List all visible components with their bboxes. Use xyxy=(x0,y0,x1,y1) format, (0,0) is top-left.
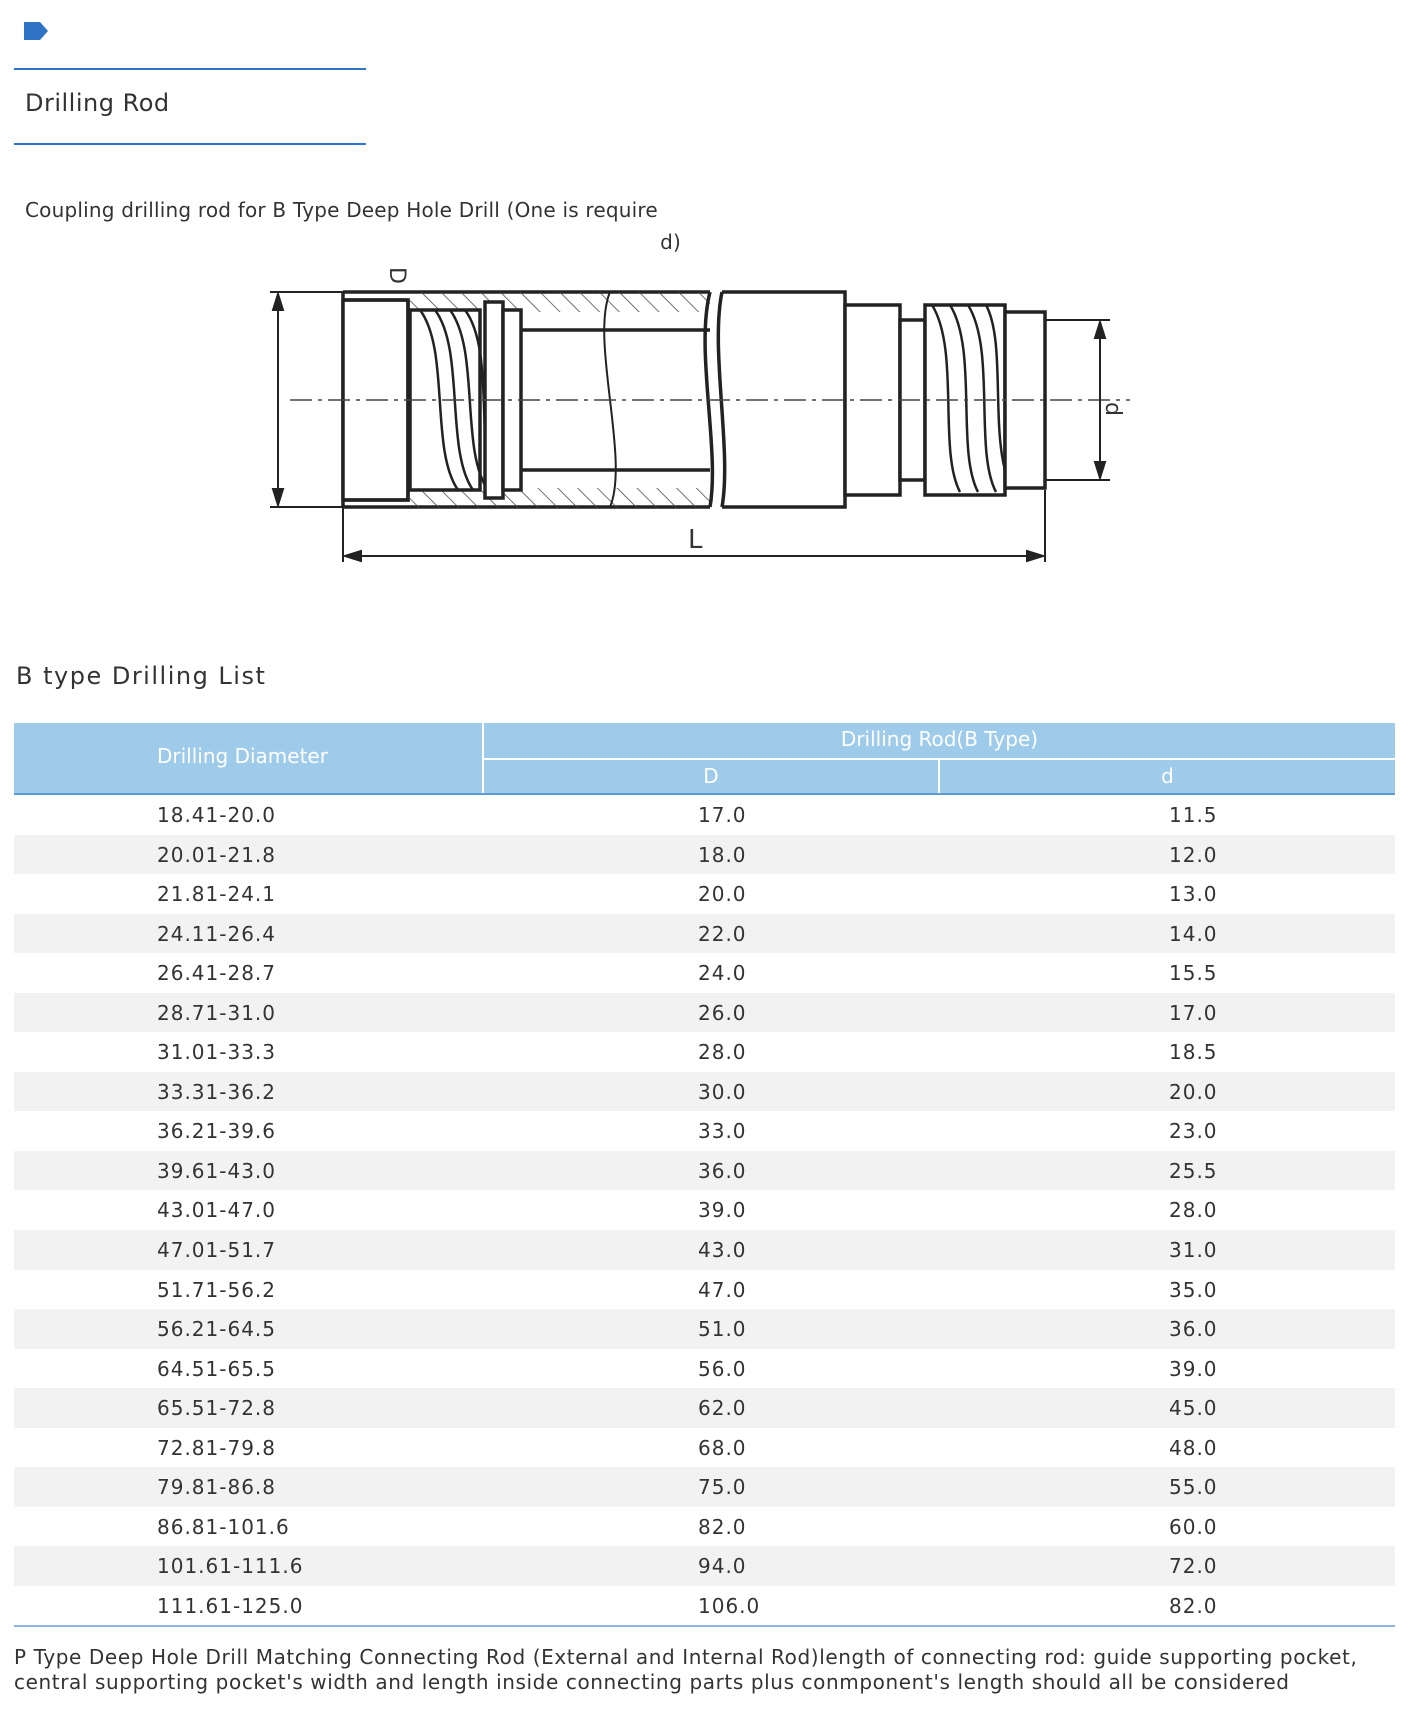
cell-D: 56.0 xyxy=(698,1356,747,1381)
cell-D: 62.0 xyxy=(698,1396,747,1421)
cell-d: 12.0 xyxy=(1169,842,1218,867)
table-row xyxy=(14,1270,1395,1310)
header-D: D xyxy=(703,764,719,788)
table-row xyxy=(14,795,1395,835)
cell-D: 22.0 xyxy=(698,921,747,946)
cell-diameter: 111.61-125.0 xyxy=(157,1593,304,1618)
header-rule-bottom xyxy=(14,143,366,145)
header-drilling-rod-group: Drilling Rod(B Type) xyxy=(840,727,1039,751)
table-row xyxy=(14,953,1395,993)
cell-D: 51.0 xyxy=(698,1317,747,1342)
table-row xyxy=(14,1230,1395,1270)
cell-d: 20.0 xyxy=(1169,1079,1218,1104)
cell-diameter: 56.21-64.5 xyxy=(157,1317,277,1342)
table-header xyxy=(14,723,1395,795)
cell-d: 11.5 xyxy=(1169,803,1218,827)
intro-line-2: d) xyxy=(660,230,681,254)
table-row xyxy=(14,1428,1395,1468)
page-title: Drilling Rod xyxy=(25,89,170,117)
table-row xyxy=(14,1546,1395,1586)
cell-diameter: 86.81-101.6 xyxy=(157,1514,290,1539)
cell-d: 72.0 xyxy=(1169,1554,1218,1579)
table-row xyxy=(14,1586,1395,1626)
cell-diameter: 31.01-33.3 xyxy=(157,1040,277,1065)
table-row xyxy=(14,914,1395,954)
table-row xyxy=(14,1467,1395,1507)
cell-d: 39.0 xyxy=(1169,1356,1218,1381)
intro-text xyxy=(25,194,685,258)
cell-d: 14.0 xyxy=(1169,921,1218,946)
cell-D: 20.0 xyxy=(698,882,747,907)
cell-D: 43.0 xyxy=(698,1238,747,1263)
cell-diameter: 101.61-111.6 xyxy=(157,1554,304,1579)
cell-D: 94.0 xyxy=(698,1554,747,1579)
cell-d: 55.0 xyxy=(1169,1475,1218,1500)
cell-diameter: 36.21-39.6 xyxy=(157,1119,277,1144)
cell-D: 47.0 xyxy=(698,1277,747,1302)
cell-d: 23.0 xyxy=(1169,1119,1218,1144)
cell-d: 15.5 xyxy=(1169,961,1218,986)
cell-diameter: 20.01-21.8 xyxy=(157,842,277,867)
cell-D: 26.0 xyxy=(698,1000,747,1025)
cell-D: 24.0 xyxy=(698,961,747,986)
cell-d: 28.0 xyxy=(1169,1198,1218,1223)
cell-D: 75.0 xyxy=(698,1475,747,1500)
cell-D: 82.0 xyxy=(698,1514,747,1539)
header-rule-top xyxy=(14,68,366,70)
drilling-rod-drawing xyxy=(270,267,1150,605)
intro-line-1: Coupling drilling rod for B Type Deep Hole Drill (One is require xyxy=(25,198,658,222)
footnote: P Type Deep Hole Drill Matching Connecting Rod (External and Internal Rod)length of connecting rod: guide supporting pocket, central supporting pocket's width and length inside connecting parts plus conmponent's length should all be considered xyxy=(14,1645,1358,1694)
dimension-label-d: d xyxy=(1100,402,1125,416)
cell-d: 17.0 xyxy=(1169,1000,1218,1025)
cell-d: 45.0 xyxy=(1169,1396,1218,1421)
dimension-label-L: L xyxy=(688,525,703,555)
table-body xyxy=(14,795,1395,1625)
cell-D: 30.0 xyxy=(698,1079,747,1104)
drilling-list-table xyxy=(14,723,1395,1627)
cell-d: 35.0 xyxy=(1169,1277,1218,1302)
cell-diameter: 26.41-28.7 xyxy=(157,961,277,986)
cell-d: 82.0 xyxy=(1169,1593,1218,1618)
cell-diameter: 65.51-72.8 xyxy=(157,1396,277,1421)
table-row xyxy=(14,1190,1395,1230)
cell-diameter: 28.71-31.0 xyxy=(157,1000,277,1025)
cell-diameter: 33.31-36.2 xyxy=(157,1079,277,1104)
cell-D: 68.0 xyxy=(698,1435,747,1460)
cell-diameter: 51.71-56.2 xyxy=(157,1277,277,1302)
table-bottom-rule xyxy=(14,1625,1395,1627)
table-row xyxy=(14,1309,1395,1349)
cell-diameter: 72.81-79.8 xyxy=(157,1435,277,1460)
cell-d: 48.0 xyxy=(1169,1435,1218,1460)
cell-D: 36.0 xyxy=(698,1158,747,1183)
cell-D: 18.0 xyxy=(698,842,747,867)
cell-diameter: 43.01-47.0 xyxy=(157,1198,277,1223)
table-row xyxy=(14,993,1395,1033)
cell-d: 13.0 xyxy=(1169,882,1218,907)
table-row xyxy=(14,1388,1395,1428)
cell-diameter: 18.41-20.0 xyxy=(157,803,277,827)
table-row xyxy=(14,1072,1395,1112)
cell-D: 28.0 xyxy=(698,1040,747,1065)
cell-d: 60.0 xyxy=(1169,1514,1218,1539)
section-marker-icon xyxy=(24,22,48,40)
cell-d: 25.5 xyxy=(1169,1158,1218,1183)
cell-diameter: 64.51-65.5 xyxy=(157,1356,277,1381)
table-row xyxy=(14,1507,1395,1547)
cell-d: 18.5 xyxy=(1169,1040,1218,1065)
cell-diameter: 79.81-86.8 xyxy=(157,1475,277,1500)
cell-diameter: 47.01-51.7 xyxy=(157,1238,277,1263)
dimension-label-D: D xyxy=(384,267,409,284)
cell-diameter: 39.61-43.0 xyxy=(157,1158,277,1183)
list-title: B type Drilling List xyxy=(16,662,267,690)
table-row xyxy=(14,1349,1395,1389)
cell-D: 39.0 xyxy=(698,1198,747,1223)
cell-D: 33.0 xyxy=(698,1119,747,1144)
table-row xyxy=(14,1151,1395,1191)
cell-diameter: 24.11-26.4 xyxy=(157,921,277,946)
table-row xyxy=(14,1111,1395,1151)
table-row xyxy=(14,874,1395,914)
cell-D: 17.0 xyxy=(698,803,747,827)
cell-D: 106.0 xyxy=(698,1593,761,1618)
table-row xyxy=(14,835,1395,875)
table-row xyxy=(14,1032,1395,1072)
cell-d: 31.0 xyxy=(1169,1238,1218,1263)
cell-d: 36.0 xyxy=(1169,1317,1218,1342)
header-drilling-diameter: Drilling Diameter xyxy=(157,744,328,768)
header-d: d xyxy=(1161,764,1174,788)
cell-diameter: 21.81-24.1 xyxy=(157,882,277,907)
